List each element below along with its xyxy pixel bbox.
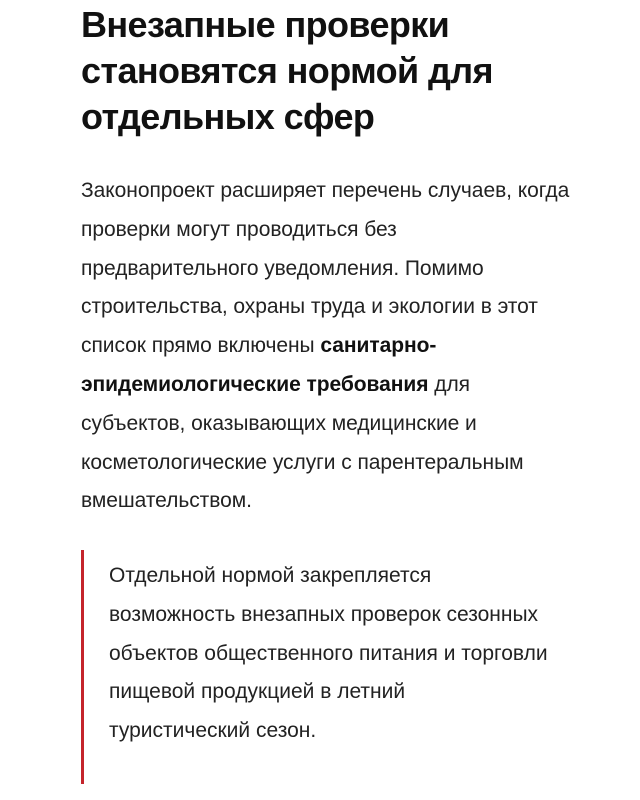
paragraph-bold-term: санитарно-эпидемиологические требования: [81, 334, 437, 396]
article: [81, 0, 571, 521]
pull-quote-text: Отдельной нормой закрепляется возможность внезапных проверок сезонных объектов общественного питания и торговли пищевой продукцией в летний туристический сезон.: [109, 564, 548, 743]
article-paragraph: [81, 172, 571, 521]
article-headline: Внезапные проверки становятся нормой для отдельных сфер: [81, 4, 493, 137]
paragraph-text-start: Законопроект расширяет перечень случаев, когда проверки могут проводиться без предварительного уведомления. Помимо строительства, охраны труда и экологии в этот список прямо включены: [81, 179, 570, 358]
pull-quote: [81, 550, 551, 784]
paragraph-text-end: для субъектов, оказывающих медицинские и косметологические услуги с парентеральным вмешательством.: [81, 372, 524, 513]
